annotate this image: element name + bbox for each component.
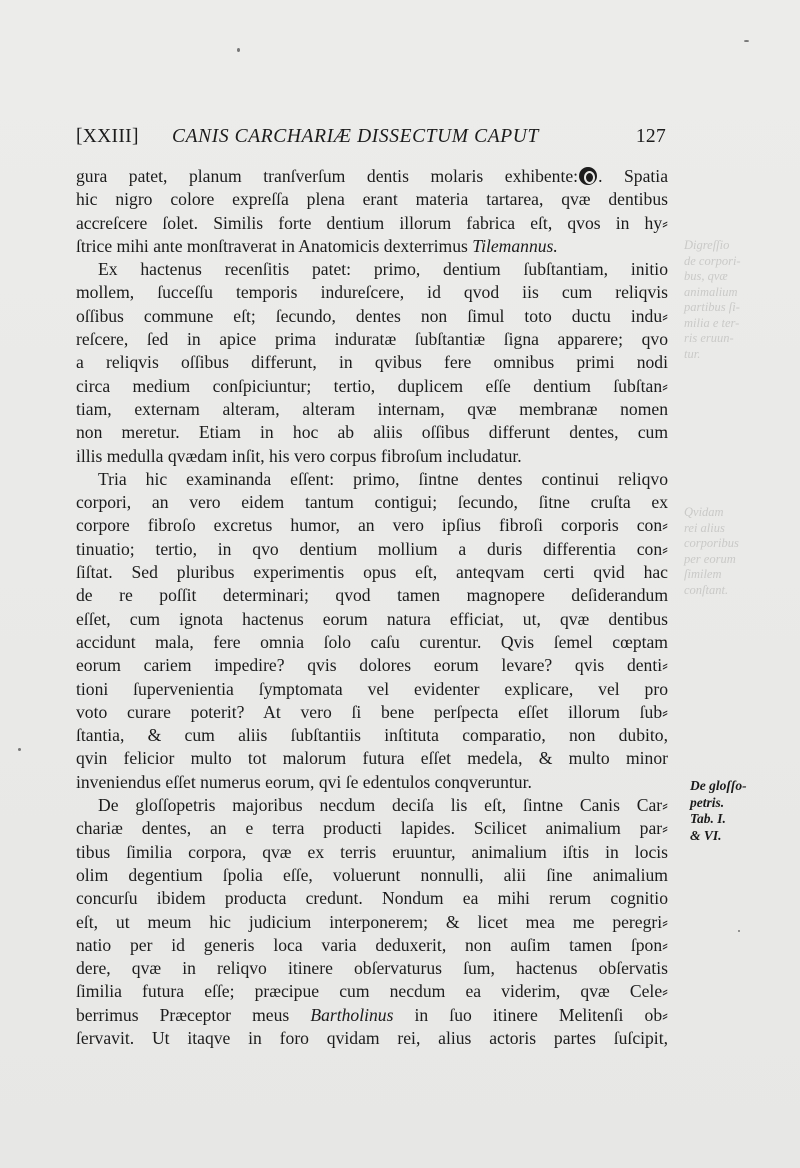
text-line: de re poſſit determinari; qvod tamen magnopere deſiderandum	[76, 585, 668, 606]
text-line: ſervavit. Ut itaqve in foro qvidam rei, alius actoris partes ſuſcipit,	[76, 1027, 668, 1048]
text-line: berrimus Præceptor meus Bartholinus in ſuo itinere Melitenſi ob⸗	[76, 1004, 668, 1025]
page-number: 127	[635, 126, 666, 147]
text-line: natio per id generis loca varia deduxerit, non auſim tamen ſpon⸗	[76, 934, 668, 955]
body-text	[76, 165, 668, 1050]
bleed-through-line: animalium	[684, 284, 738, 299]
bleed-through-line: tur.	[684, 346, 701, 361]
text-line: ſimilia futura eſſe; præcipue cum necdum ea viderim, qvæ Cele⸗	[76, 981, 668, 1002]
text-line: qvin felicior multo tot malorum futura eſſet medela, & multo minor	[76, 748, 668, 769]
text-line: corpore fibroſo excretus humor, an vero ipſius fibroſi corporis con⸗	[76, 515, 668, 536]
running-title: CANIS CARCHARIÆ DISSECTUM CAPUT	[172, 126, 539, 147]
bleed-through-note	[684, 238, 741, 362]
text-line: chariæ dentes, an e terra producti lapides. Scilicet animalium par⸗	[76, 818, 668, 839]
margin-note-line: petris.	[690, 794, 725, 810]
text-line: tioni ſupervenientia ſymptomata vel evidenter explicare, vel pro	[76, 678, 668, 699]
text-line: eſſet, cum ignota hactenus eorum natura efficiat, ut, qvæ dentibus	[76, 608, 668, 629]
text-line: illis medulla qvædam inſit, his vero corpus fibroſum includatur.	[76, 445, 522, 466]
paper-speck	[237, 48, 240, 52]
text-line: a reliqvis oſſibus differunt, in qvibus fere omnibus primi nodi	[76, 352, 668, 373]
text-line: tibus ſimilia corpora, qvæ ex terris eruuntur, animalium iſtis in locis	[76, 841, 668, 862]
bleed-through-line: Qvidam	[684, 505, 724, 519]
bleed-through-line: corporibus	[684, 536, 739, 550]
text-line: oſſibus commune eſt; ſecundo, dentes non ſimul toto ductu indu⸗	[76, 305, 668, 326]
text-line: olim degentium ſpolia eſſe, voluerunt nonnulli, alii ſine animalium	[76, 864, 668, 885]
text-line: hic nigro colore expreſſa plena erant materia tartarea, qvæ dentibus	[76, 189, 668, 210]
bleed-through-line: conſtant.	[684, 582, 729, 597]
text-line: inveniendus eſſet numerus eorum, qvi ſe edentulos conqveruntur.	[76, 771, 532, 792]
text-line: Tria hic examinanda eſſent: primo, ſintne dentes continui reliqvo	[98, 468, 668, 489]
paper-speck	[738, 930, 740, 932]
section-number: [XXIII]	[76, 126, 139, 147]
bleed-through-line: de corpori-	[684, 253, 741, 268]
text-line: ſiſtat. Sed pluribus experimentis opus eſt, anteqvam certi qvid hac	[76, 562, 668, 583]
text-line: eſt, ut meum hic judicium interponerem; & licet mea me peregri⸗	[76, 911, 668, 932]
margin-note-line: De gloſſo-	[690, 778, 747, 793]
text-line: De gloſſopetris majoribus necdum deciſa lis eſt, ſintne Canis Car⸗	[98, 795, 668, 816]
text-line: tiam, externam alteram, alteram internam, qvæ membranæ nomen	[76, 398, 668, 419]
text-line: accreſcere ſolet. Similis forte dentium illorum fabrica eſt, qvos in hy⸗	[76, 212, 668, 233]
text-line: voto curare poterit? At vero ſi bene perſpecta eſſet illorum ſub⸗	[76, 701, 668, 722]
margin-note-line: & VI.	[690, 827, 722, 843]
text-line: eorum cariem impedire? qvis dolores eorum levare? qvis denti⸗	[76, 655, 668, 676]
bleed-through-line: per eorum	[684, 551, 736, 566]
text-line: ſtantia, & cum aliis ſubſtantiis inſtituta comparatio, non dubito,	[76, 725, 668, 746]
text-line: dere, qvæ in reliqvo itinere obſervaturus ſum, hactenus obſervatis	[76, 958, 668, 979]
bleed-through-line: rei alius	[684, 520, 725, 535]
text-line: reſcere, ſed in apice prima induratæ ſubſtantiæ ſigna apparere; qvo	[76, 329, 668, 350]
italic-name: Tilemannus.	[472, 235, 558, 256]
text-line: non meretur. Etiam in hoc ab aliis oſſibus differunt dentes, cum	[76, 422, 668, 443]
bleed-through-line: partibus ſi-	[684, 300, 740, 314]
bleed-through-line: milia e ter-	[684, 315, 740, 330]
paper-speck	[18, 748, 21, 751]
text-line: Ex hactenus recenſitis patet: primo, dentium ſubſtantiam, initio	[98, 259, 668, 280]
text-line: tinuatio; tertio, in qvo dentium mollium a duris differentia con⸗	[76, 538, 668, 559]
margin-note	[690, 778, 790, 844]
figure-reference-icon	[579, 167, 597, 185]
bleed-through-note	[684, 505, 739, 598]
text-line: concurſu ibidem producta credunt. Nondum ea mihi rerum cognitio	[76, 888, 668, 909]
bleed-through-line: ris eruun-	[684, 331, 734, 345]
margin-note-line: Tab. I.	[690, 811, 726, 826]
text-line: gura patet, planum tranſverſum dentis molaris exhibente: . Spatia	[76, 166, 669, 186]
text-line: corpori, an vero eidem tantum contigui; ſecundo, ſitne cruſta ex	[76, 492, 668, 513]
italic-name: Bartholinus	[310, 1004, 394, 1025]
bleed-through-line: ſimilem	[684, 567, 722, 581]
text-line: circa medium conſpiciuntur; tertio, duplicem eſſe dentium ſubſtan⸗	[76, 375, 668, 396]
text-block	[76, 165, 668, 1050]
text-line: mollem, ſucceſſu temporis indureſcere, id qvod iis cum reliqvis	[76, 282, 668, 303]
text-line: ſtrice mihi ante monſtraverat in Anatomicis dexterrimus Tilemannus.	[76, 235, 558, 256]
bleed-through-line: bus, qvæ	[684, 269, 728, 283]
paper-speck	[744, 40, 749, 42]
bleed-through-line: Digreſſio	[684, 238, 730, 252]
text-line: accidunt mala, fere omnia ſolo caſu curentur. Qvis ſemel cœptam	[76, 631, 668, 652]
